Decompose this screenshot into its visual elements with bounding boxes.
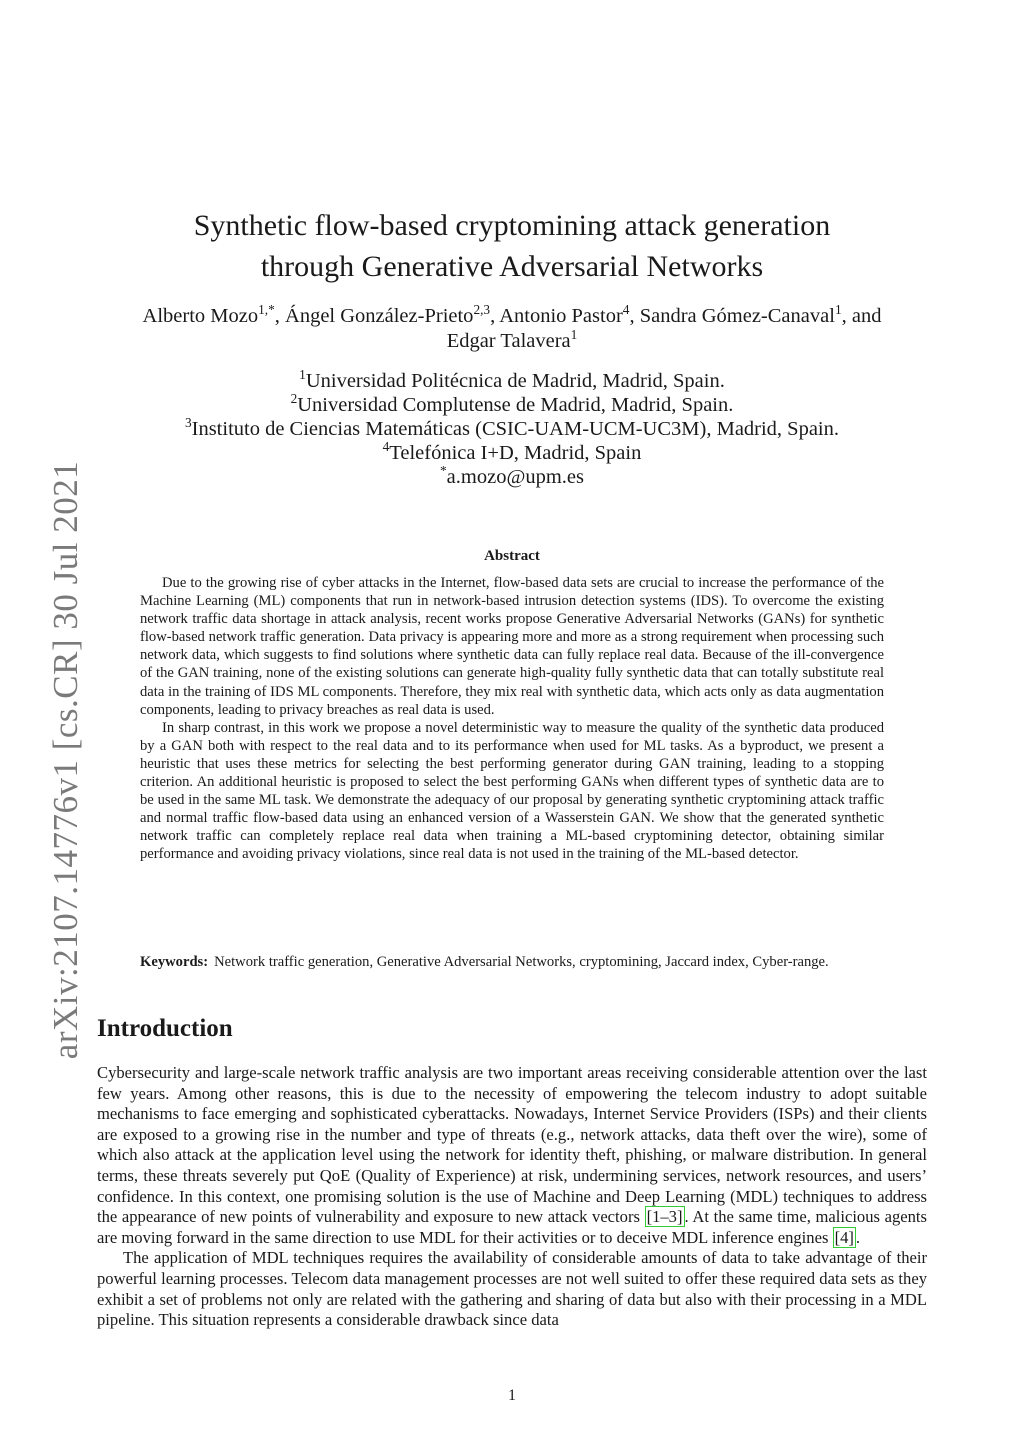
author-name: , Sandra Gómez-Canaval — [629, 305, 835, 327]
affiliation-item — [100, 417, 924, 441]
affiliation-text: Universidad Complutense de Madrid, Madrid, Spain. — [297, 394, 734, 416]
keywords-label: Keywords: — [140, 954, 209, 970]
body-paragraph — [97, 1063, 927, 1248]
affiliation-mark: 4 — [382, 439, 390, 455]
author-affiliation-mark: 1 — [570, 327, 578, 343]
author-affiliation-mark: 2,3 — [473, 302, 491, 318]
contact-email — [100, 465, 924, 489]
title-line-1: Synthetic flow-based cryptomining attack generation — [193, 209, 831, 242]
abstract-paragraph: In sharp contrast, in this work we propose a novel deterministic way to measure the quality of the synthetic data produced by a GAN both with respect to the real data and to its performance when used for ML tasks. As a byproduct, we present a heuristic that uses these metrics for selecting the best performing generator during GAN training, leading to a stopping criterion. An additional heuristic is proposed to select the best performing GANs when different types of synthetic data are to be used in the same ML task. We demonstrate the adequacy of our proposal by generating synthetic cryptomining attack traffic and normal traffic flow-based data using an enhanced version of a Wasserstein GAN. We show that the generated synthetic network traffic can completely replace real data when training a ML-based cryptomining detector, obtaining similar performance and avoiding privacy violations, since real data is not used in the training of the ML-based detector. — [140, 719, 884, 863]
author-affiliation-mark: 1,* — [258, 302, 275, 318]
author-list — [100, 304, 924, 354]
affiliation-mark: 2 — [290, 391, 298, 407]
author-list-conjunction: , and — [841, 305, 882, 327]
paragraph-text: . At the same time, malicious agents are moving forward in the same direction to use MDL for their activities or to deceive MDL inference engines — [97, 1207, 927, 1247]
author-name: Alberto Mozo — [142, 305, 259, 327]
title-line-2: through Generative Adversarial Networks — [260, 250, 764, 283]
affiliation-item — [100, 441, 924, 465]
page-number: 1 — [508, 1387, 516, 1404]
email-text: a.mozo@upm.es — [446, 466, 584, 488]
affiliation-item — [100, 369, 924, 393]
corresponding-author-mark: * — [440, 463, 447, 479]
section-heading-introduction: Introduction — [97, 1015, 233, 1042]
affiliation-text: Telefónica I+D, Madrid, Spain — [389, 442, 642, 464]
abstract-paragraph: Due to the growing rise of cyber attacks in the Internet, flow-based data sets are crucial to increase the performance of the Machine Learning (ML) components that run in network-based intrusion detection systems (IDS). To overcome the existing network traffic data shortage in attack analysis, recent works propose Generative Adversarial Networks (GANs) for synthetic flow-based network traffic generation. Data privacy is appearing more and more as a strong requirement when processing such network data, which suggests to find solutions where synthetic data can fully replace real data. Because of the ill-convergence of the GAN training, none of the existing solutions can generate high-quality fully synthetic data that can totally substitute real data in the training of IDS ML components. Therefore, they mix real with synthetic data, which acts only as data augmentation components, leading to privacy breaches as real data is used. — [140, 575, 884, 718]
author-name: Edgar Talavera — [446, 330, 571, 352]
citation-link[interactable]: [1–3] — [646, 1207, 683, 1227]
citation-link[interactable]: [4] — [834, 1227, 854, 1247]
affiliation-text: Universidad Politécnica de Madrid, Madrid, Spain. — [305, 370, 725, 392]
author-affiliation-mark: 1 — [834, 302, 842, 318]
affiliation-item — [100, 393, 924, 417]
affiliation-text: Instituto de Ciencias Matemáticas (CSIC-UAM-UCM-UC3M), Madrid, Spain. — [191, 418, 840, 440]
affiliation-mark: 3 — [184, 415, 192, 431]
body-paragraph: The application of MDL techniques requires the availability of considerable amounts of data to take advantage of their powerful learning processes. Telecom data management processes are not well suited to offer these required data sets as they exhibit a set of problems not only are related with the gathering and sharing of data but also with their processing in a MDL pipeline. This situation represents a considerable drawback since data — [97, 1248, 927, 1330]
author-name: , Antonio Pastor — [490, 305, 623, 327]
abstract-body — [140, 574, 884, 864]
author-name: , Ángel González-Prieto — [274, 305, 474, 327]
author-affiliation-mark: 4 — [622, 302, 630, 318]
paragraph-text: Cybersecurity and large-scale network traffic analysis are two important areas receiving considerable attention over the last few years. Among other reasons, this is due to the necessity of empowering the telecom industry to adopt suitable mechanisms to face emerging and sophisticated cyberattacks. Nowadays, Internet Service Providers (ISPs) and their clients are exposed to a growing rise in the number and type of threats (e.g., network attacks, data theft over the wire), some of which also attack at the application level using the network for identity theft, phishing, or malware distribution. In general terms, these threats severely put QoE (Quality of Experience) at risk, undermining services, network resources, and users’ confidence. In this context, one promising solution is the use of Machine and Deep Learning (MDL) techniques to address the appearance of new points of vulnerability and exposure to new attack vectors — [97, 1063, 927, 1227]
arxiv-identifier-stamp: arXiv:2107.14776v1 [cs.CR] 30 Jul 2021 — [46, 460, 85, 1060]
abstract-heading: Abstract — [484, 548, 540, 564]
paper-title — [120, 205, 904, 287]
keywords — [140, 953, 884, 972]
affiliation-list — [100, 369, 924, 489]
keywords-text: Network traffic generation, Generative Adversarial Networks, cryptomining, Jaccard index, Cyber-range. — [214, 954, 829, 970]
introduction-body — [97, 1063, 927, 1331]
paragraph-text: . — [855, 1227, 861, 1247]
affiliation-mark: 1 — [299, 367, 306, 383]
